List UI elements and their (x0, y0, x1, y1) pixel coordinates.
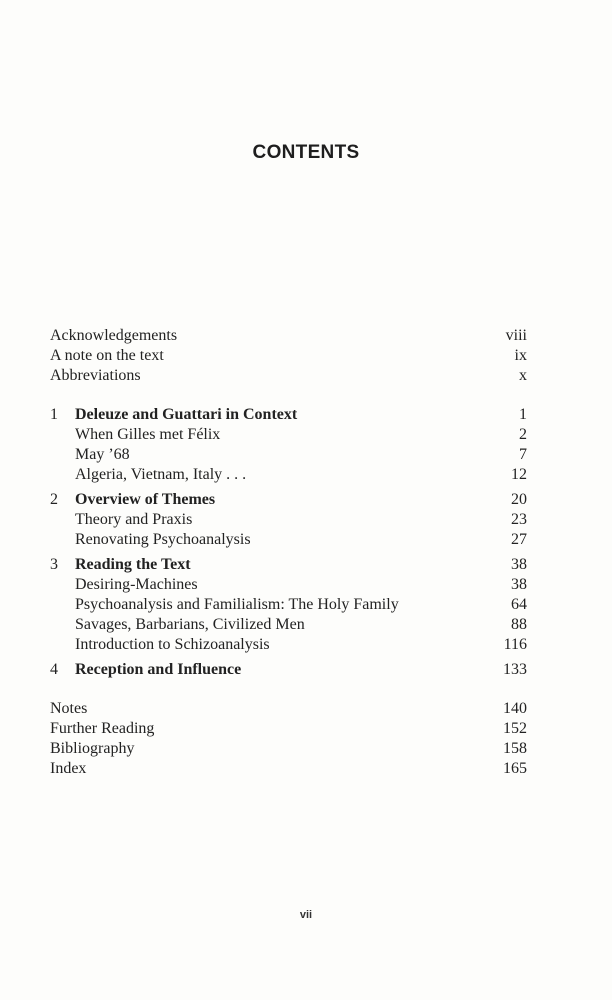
toc-section[interactable] (50, 510, 527, 530)
chapter-title: Reception and Influence (75, 661, 242, 678)
toc-entry-notes[interactable] (50, 699, 527, 719)
toc-entry-page: viii (505, 327, 527, 344)
toc-entry-page: 64 (511, 596, 527, 613)
toc-section-label: Psychoanalysis and Familialism: The Holy Family (75, 596, 399, 613)
toc-entry-label: Acknowledgements (50, 327, 178, 344)
toc-section-label: Theory and Praxis (75, 511, 193, 528)
toc-section[interactable] (50, 445, 527, 465)
toc-section[interactable] (50, 425, 527, 445)
toc-entry-label: Index (50, 760, 87, 777)
chapter-title: Reading the Text (75, 556, 191, 573)
toc-entry-label: Notes (50, 700, 88, 717)
toc-entry-label: Further Reading (50, 720, 155, 737)
toc-section[interactable] (50, 530, 527, 550)
toc-entry-page: 2 (519, 426, 527, 443)
toc-entry-page: 133 (503, 661, 527, 678)
toc-entry-acknowledgements[interactable] (50, 326, 527, 346)
chapter-title: Overview of Themes (75, 491, 216, 508)
toc-section[interactable] (50, 635, 527, 655)
toc-section-label: Algeria, Vietnam, Italy . . . (75, 466, 247, 483)
toc-section[interactable] (50, 575, 527, 595)
toc-entry-label: A note on the text (50, 347, 164, 364)
toc-entry-page: 38 (511, 576, 527, 593)
toc-entry-bibliography[interactable] (50, 739, 527, 759)
toc-section[interactable] (50, 465, 527, 485)
toc-entry-page: 140 (503, 700, 527, 717)
toc-entry-page: 7 (519, 446, 527, 463)
table-of-contents (50, 326, 527, 779)
toc-section-label: May ’68 (75, 446, 130, 463)
page-title: CONTENTS (252, 142, 360, 163)
toc-section-label: Desiring-Machines (75, 576, 198, 593)
toc-entry-page: 20 (511, 491, 527, 508)
toc-chapter-2[interactable] (50, 490, 527, 510)
toc-entry-page: 165 (503, 760, 527, 777)
toc-entry-index[interactable] (50, 759, 527, 779)
page-number: vii (299, 909, 313, 921)
chapter-title: Deleuze and Guattari in Context (75, 406, 298, 423)
toc-entry-page: 38 (511, 556, 527, 573)
toc-section-label: Introduction to Schizoanalysis (75, 636, 270, 653)
toc-entry-page: 12 (511, 466, 527, 483)
toc-section-label: Savages, Barbarians, Civilized Men (75, 616, 305, 633)
toc-chapter-1[interactable] (50, 405, 527, 425)
toc-entry-page: 158 (503, 740, 527, 757)
toc-entry-page: ix (514, 347, 527, 364)
toc-entry-label: Bibliography (50, 740, 135, 757)
toc-section-label: Renovating Psychoanalysis (75, 531, 251, 548)
toc-entry-page: 116 (503, 636, 527, 653)
toc-entry-page: 1 (519, 406, 527, 423)
toc-entry-page: 88 (511, 616, 527, 633)
toc-section-label: When Gilles met Félix (75, 426, 221, 443)
chapter-number: 4 (50, 661, 58, 678)
toc-section[interactable] (50, 595, 527, 615)
toc-entry-label: Abbreviations (50, 367, 141, 384)
toc-entry-abbreviations[interactable] (50, 366, 527, 386)
chapter-number: 2 (50, 491, 58, 508)
chapter-number: 3 (50, 556, 58, 573)
toc-entry-page: 27 (511, 531, 527, 548)
toc-section[interactable] (50, 615, 527, 635)
toc-chapter-4[interactable] (50, 660, 527, 680)
chapter-number: 1 (50, 406, 58, 423)
toc-entry-further-reading[interactable] (50, 719, 527, 739)
toc-entry-page: 152 (503, 720, 527, 737)
toc-entry-page: 23 (511, 511, 527, 528)
toc-entry-page: x (519, 367, 527, 384)
toc-entry-note-on-text[interactable] (50, 346, 527, 366)
toc-chapter-3[interactable] (50, 555, 527, 575)
